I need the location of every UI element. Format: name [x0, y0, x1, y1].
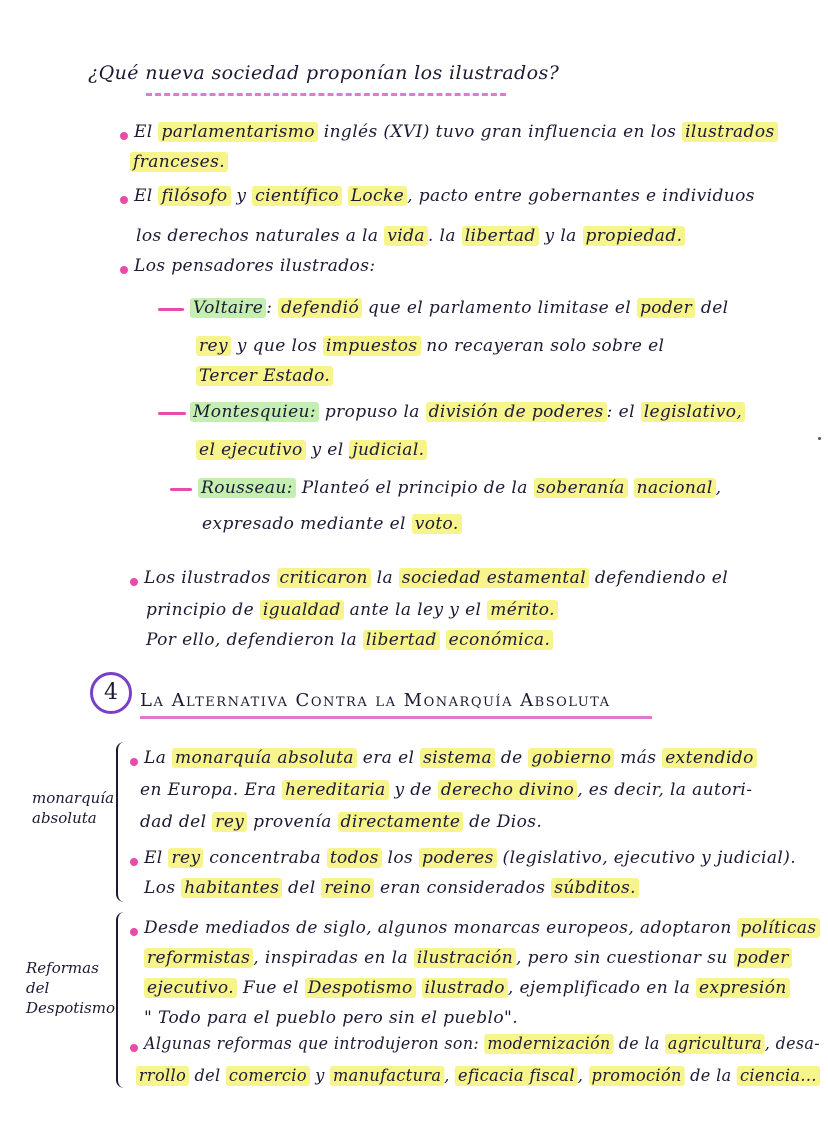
highlight: monarquía absoluta [172, 748, 357, 768]
line-continuation: los derechos naturales a la vida . la libertad y la propiedad. [136, 226, 685, 246]
bullet-locke: El filósofo y científico Locke , pacto entre gobernantes e individuos [134, 186, 755, 206]
highlight: nacional [634, 478, 716, 498]
left-brace [116, 742, 128, 902]
voltaire-entry: Voltaire : defendió que el parlamento limitase el poder del [190, 298, 729, 318]
highlight: extendido [662, 748, 757, 768]
highlight: rey [196, 336, 231, 356]
highlight: libertad [462, 226, 539, 246]
highlight: derecho divino [438, 780, 577, 800]
bullet-dot [130, 858, 138, 866]
highlight: sociedad estamental [399, 568, 589, 588]
highlight: políticas [737, 918, 819, 938]
line-continuation: " Todo para el pueblo pero sin el pueblo". [144, 1008, 519, 1028]
line-continuation: expresado mediante el voto. [202, 514, 462, 534]
highlight: modernización [485, 1034, 614, 1054]
highlight: poder [734, 948, 792, 968]
highlight: manufactura [330, 1066, 444, 1086]
highlight: Locke [348, 186, 407, 206]
page-title: ¿Qué nueva sociedad proponían los ilustrados? [88, 62, 560, 84]
line-continuation: el ejecutivo y el judicial. [196, 440, 427, 460]
rousseau-entry: Rousseau: Planteó el principio de la soberanía nacional , [198, 478, 721, 498]
highlight: propiedad. [583, 226, 686, 246]
highlight: soberanía [534, 478, 628, 498]
line-continuation: Los habitantes del reino eran considerados súbditos. [144, 878, 639, 898]
highlight: rrollo [136, 1066, 189, 1086]
left-brace [116, 912, 128, 1088]
highlight: poder [637, 298, 695, 318]
highlight: criticaron [277, 568, 371, 588]
line-continuation: en Europa. Era hereditaria y de derecho divino , es decir, la autori- [140, 780, 753, 800]
highlight: defendió [278, 298, 362, 318]
line-continuation: dad del rey provenía directamente de Dios. [140, 812, 543, 832]
highlight: legislativo, [641, 402, 745, 422]
highlight: igualdad [260, 600, 344, 620]
highlight: reformistas [144, 948, 253, 968]
line-continuation: ejecutivo. Fue el Despotismo ilustrado , ejemplificado en la expresión [144, 978, 790, 998]
highlight: científico [252, 186, 342, 206]
highlight: ejecutivo. [144, 978, 237, 998]
highlight: promoción [589, 1066, 685, 1086]
highlight: judicial. [349, 440, 427, 460]
highlight: Montesquieu: [190, 402, 319, 422]
bullet-parlamentarismo: El parlamentarismo inglés (XVI) tuvo gran influencia en los ilustrados [134, 122, 778, 142]
bullet-rey-poderes: El rey concentraba todos los poderes (legislativo, ejecutivo y judicial). [144, 848, 797, 868]
highlight: sistema [420, 748, 495, 768]
bullet-pensadores: Los pensadores ilustrados: [134, 256, 376, 276]
section-title: La Alternativa Contra la Monarquía Absoluta [140, 690, 611, 711]
line-continuation: rey y que los impuestos no recayeran solo sobre el [196, 336, 664, 356]
highlight: ilustración [414, 948, 516, 968]
highlight: filósofo [158, 186, 230, 206]
bullet-monarquia-absoluta: La monarquía absoluta era el sistema de gobierno más extendido [144, 748, 757, 768]
highlight: división de poderes [426, 402, 607, 422]
highlight: rey [212, 812, 247, 832]
highlight: impuestos [323, 336, 421, 356]
title-underline [146, 93, 506, 96]
dash-marker [170, 488, 192, 491]
bullet-dot [120, 266, 128, 274]
highlight: expresión [696, 978, 790, 998]
bullet-dot [130, 928, 138, 936]
highlight: ilustrado [422, 978, 508, 998]
side-label-reformas: Reformas del Despotismo [26, 959, 116, 1017]
highlight: voto. [412, 514, 462, 534]
bullet-dot [130, 758, 138, 766]
highlight: libertad [363, 630, 440, 650]
highlight: el ejecutivo [196, 440, 306, 460]
dash-marker [158, 308, 184, 311]
bullet-dot [120, 132, 128, 140]
highlight: Rousseau: [198, 478, 296, 498]
bullet-algunas-reformas: Algunas reformas que introdujeron son: modernización de la agricultura , desa- [144, 1034, 820, 1054]
highlight: vida [384, 226, 428, 246]
line-continuation: rrollo del comercio y manufactura , eficacia fiscal , promoción de la ciencia... [136, 1066, 820, 1086]
highlight: gobierno [528, 748, 614, 768]
highlight: rey [168, 848, 203, 868]
highlight: ciencia... [737, 1066, 820, 1086]
highlight: ilustrados [682, 122, 777, 142]
line-continuation: reformistas , inspiradas en la ilustración , pero sin cuestionar su poder [144, 948, 792, 968]
highlight: Despotismo [305, 978, 416, 998]
line-continuation [130, 152, 228, 172]
bullet-dot [130, 1044, 138, 1052]
highlight: económica. [446, 630, 554, 650]
side-label-monarquia: monarquía absoluta [32, 789, 115, 827]
bullet-criticaron: Los ilustrados criticaron la sociedad estamental defendiendo el [144, 568, 729, 588]
highlight: Voltaire [190, 298, 266, 318]
stray-mark [818, 437, 821, 440]
highlight: todos [327, 848, 382, 868]
highlight: mérito. [487, 600, 558, 620]
highlight: súbditos. [551, 878, 639, 898]
bullet-reformas: Desde mediados de siglo, algunos monarcas europeos, adoptaron políticas [144, 918, 819, 938]
highlight: reino [321, 878, 374, 898]
highlight: directamente [338, 812, 464, 832]
dash-marker [158, 412, 186, 415]
line-continuation [196, 366, 333, 386]
highlight: eficacia fiscal [455, 1066, 578, 1086]
highlight: poderes [419, 848, 497, 868]
highlight: hereditaria [282, 780, 389, 800]
line-continuation: Por ello, defendieron la libertad económica. [146, 630, 553, 650]
highlight: franceses. [130, 152, 228, 172]
line-continuation: principio de igualdad ante la ley y el mérito. [146, 600, 558, 620]
highlight: parlamentarismo [158, 122, 317, 142]
highlight: agricultura [665, 1034, 765, 1054]
bullet-dot [130, 578, 138, 586]
montesquieu-entry: Montesquieu: propuso la división de poderes : el legislativo, [190, 402, 745, 422]
section-title-underline [140, 716, 652, 719]
highlight: habitantes [181, 878, 282, 898]
section-number-circle: 4 [90, 672, 132, 714]
highlight: comercio [226, 1066, 310, 1086]
bullet-dot [120, 196, 128, 204]
highlight: Tercer Estado. [196, 366, 333, 386]
